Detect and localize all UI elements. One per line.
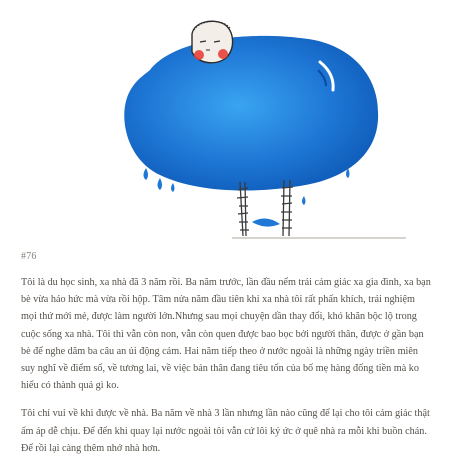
post-body: [21, 274, 431, 468]
post-paragraph: Tôi chỉ vui về khi được về nhà. Ba năm về nhà 3 lần nhưng lần nào cũng để lại cho tôi cảm giác thật ấm áp dễ chịu. Để đến khi quay lại nước ngoài tôi vẫn cứ lôi kỷ ức ở quê nhà ra mỗi khi buồn chán. Để rồi lại càng thêm nhớ nhà hơn.: [21, 408, 430, 454]
swimming-person-head: [192, 21, 233, 63]
post-paragraph: Tôi là du học sinh, xa nhà đã 3 năm rồi. Ba năm trước, lần đầu nếm trải cảm giác xa gia đình, xa bạn bè vừa háo hức mà vừa rồi hộp. Tâm nửa năm đầu tiên khi xa nhà tôi rất phấn khích, trải nghiệm mọi thứ mới mẻ, được làm người lớn.Nhưng sau mọi chuyện dần thay đổi, khó khăn bộc lộ trong cuộc sống xa nhà. Tôi thì vẫn còn non, vẫn còn quen được bao bọc bởi người thân, được ở gần bạn bè để nghe dăm ba câu an ủi động cảm. Hai năm tiếp theo ở nước ngoài là những ngày triền miên suy nghĩ về điểm số, về tương lai, về việc bản thân đang tiêu tốn của bố mẹ hàng đống tiền mà ko hiểu có thành quả gì ko.: [21, 277, 431, 392]
post-number: #76: [21, 251, 37, 262]
water-blob: [124, 36, 378, 191]
